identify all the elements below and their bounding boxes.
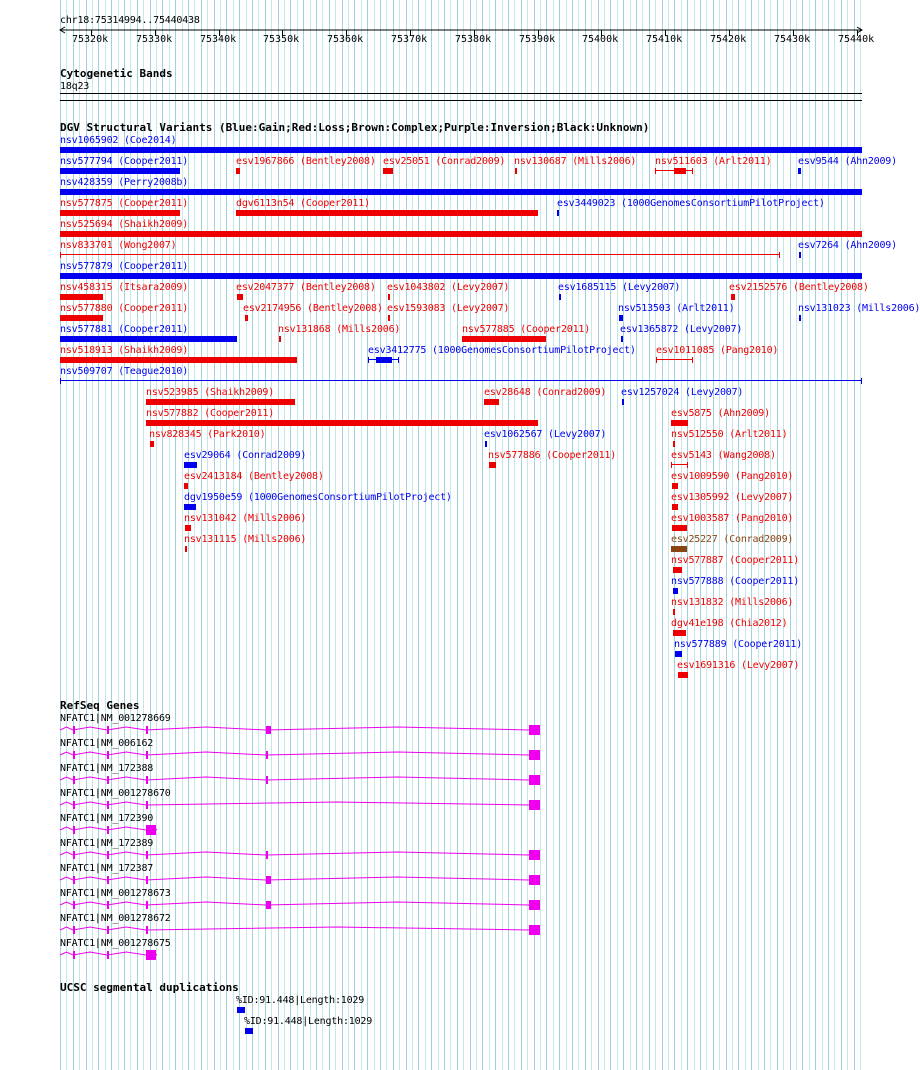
gene-exon xyxy=(146,726,148,734)
variant-label[interactable]: nsv577886 (Cooper2011) xyxy=(488,450,617,461)
variant-label[interactable]: esv1257024 (Levy2007) xyxy=(621,387,744,398)
variant-label[interactable]: esv1009590 (Pang2010) xyxy=(671,471,794,482)
variant-label[interactable]: nsv518913 (Shaikh2009) xyxy=(60,345,189,356)
ruler-position: chr18:75314994..75440438 xyxy=(60,15,200,26)
variant-label[interactable]: esv25227 (Conrad2009) xyxy=(671,534,794,545)
variant-label[interactable]: esv1967866 (Bentley2008) xyxy=(236,156,376,167)
gene-model[interactable] xyxy=(60,725,540,735)
variant-label[interactable]: esv29064 (Conrad2009) xyxy=(184,450,307,461)
gene-exon xyxy=(73,751,75,759)
ruler-tick-label: 75370k xyxy=(391,34,428,45)
variant-label[interactable]: nsv833701 (Wong2007) xyxy=(60,240,177,251)
variant-label[interactable]: nsv131832 (Mills2006) xyxy=(671,597,794,608)
gene-exon xyxy=(107,776,109,784)
variant-label[interactable]: nsv577889 (Cooper2011) xyxy=(674,639,803,650)
gene-intron-line xyxy=(60,852,540,855)
ruler-tick-label: 75420k xyxy=(710,34,747,45)
gene-label[interactable]: NFATC1|NM_001278670 xyxy=(60,788,171,799)
variant-label[interactable]: nsv577875 (Cooper2011) xyxy=(60,198,189,209)
gene-exon xyxy=(266,751,268,759)
gene-exon xyxy=(266,726,271,734)
gene-exon xyxy=(107,951,109,959)
gene-intron-line xyxy=(60,877,540,880)
variant-label[interactable]: nsv458315 (Itsara2009) xyxy=(60,282,189,293)
variant-label[interactable]: esv5143 (Wang2008) xyxy=(671,450,776,461)
variant-label[interactable]: nsv428359 (Perry2008b) xyxy=(60,177,189,188)
variant-label[interactable]: nsv525694 (Shaikh2009) xyxy=(60,219,189,230)
variant-label[interactable]: esv1003587 (Pang2010) xyxy=(671,513,794,524)
variant-label[interactable]: esv1691316 (Levy2007) xyxy=(677,660,800,671)
variant-label[interactable]: nsv828345 (Park2010) xyxy=(149,429,266,440)
gene-label[interactable]: NFATC1|NM_001278675 xyxy=(60,938,171,949)
variant-label[interactable]: nsv577888 (Cooper2011) xyxy=(671,576,800,587)
ruler-tick-label: 75430k xyxy=(774,34,811,45)
gene-label[interactable]: NFATC1|NM_001278673 xyxy=(60,888,171,899)
gene-intron-line xyxy=(60,752,540,755)
gene-exon xyxy=(266,876,271,884)
gene-label[interactable]: NFATC1|NM_172388 xyxy=(60,763,154,774)
variant-label[interactable]: nsv130687 (Mills2006) xyxy=(514,156,637,167)
gene-model[interactable] xyxy=(60,925,540,935)
ruler-tick-label: 75350k xyxy=(263,34,300,45)
ruler-tick-label: 75400k xyxy=(582,34,619,45)
variant-label[interactable]: esv2174956 (Bentley2008) xyxy=(243,303,383,314)
ruler-tick-label: 75360k xyxy=(327,34,364,45)
gene-exon xyxy=(146,950,156,960)
gene-exon xyxy=(529,750,540,760)
variant-label[interactable]: esv2047377 (Bentley2008) xyxy=(236,282,376,293)
gene-exon xyxy=(146,801,148,809)
variant-label[interactable]: nsv577882 (Cooper2011) xyxy=(146,408,275,419)
gene-exon xyxy=(73,776,75,784)
variant-label[interactable]: nsv577885 (Cooper2011) xyxy=(462,324,591,335)
variant-label[interactable]: esv1305992 (Levy2007) xyxy=(671,492,794,503)
variant-label[interactable]: esv9544 (Ahn2009) xyxy=(798,156,897,167)
gene-exon xyxy=(146,751,148,759)
ruler-tick-label: 75330k xyxy=(136,34,173,45)
ruler-tick-label: 75410k xyxy=(646,34,683,45)
gene-exon xyxy=(529,900,540,910)
gene-exon xyxy=(107,726,109,734)
variant-label[interactable]: nsv577881 (Cooper2011) xyxy=(60,324,189,335)
gene-exon xyxy=(107,801,109,809)
gene-exon xyxy=(73,851,75,859)
variant-label[interactable]: nsv512550 (Arlt2011) xyxy=(671,429,788,440)
gene-exon xyxy=(73,801,75,809)
ruler-tick-label: 75340k xyxy=(200,34,237,45)
gene-exon xyxy=(107,751,109,759)
variant-label[interactable]: nsv523985 (Shaikh2009) xyxy=(146,387,275,398)
variant-label[interactable]: nsv577794 (Cooper2011) xyxy=(60,156,189,167)
gene-exon xyxy=(107,876,109,884)
gene-model[interactable] xyxy=(60,900,540,910)
gene-exon xyxy=(73,926,75,934)
gene-exon xyxy=(529,775,540,785)
variant-label[interactable]: nsv509707 (Teague2010) xyxy=(60,366,189,377)
variant-label[interactable]: esv1011085 (Pang2010) xyxy=(656,345,779,356)
gene-exon xyxy=(107,926,109,934)
ruler-tick-label: 75380k xyxy=(455,34,492,45)
segdup-label[interactable]: %ID:91.448|Length:1029 xyxy=(244,1016,373,1027)
gene-intron-line xyxy=(60,902,540,905)
refseq-track-title[interactable]: RefSeq Genes xyxy=(60,699,140,712)
gene-intron-line xyxy=(60,777,540,780)
gene-model[interactable] xyxy=(60,875,540,885)
gene-model[interactable] xyxy=(60,750,540,760)
gene-exon xyxy=(146,876,148,884)
segdup-track-title[interactable]: UCSC segmental duplications xyxy=(60,981,239,994)
variant-label[interactable]: esv5875 (Ahn2009) xyxy=(671,408,770,419)
gene-exon xyxy=(146,851,148,859)
gene-exon xyxy=(266,851,268,859)
ruler-tick-label: 75440k xyxy=(838,34,875,45)
gene-exon xyxy=(146,901,148,909)
variant-label[interactable]: nsv577880 (Cooper2011) xyxy=(60,303,189,314)
cytoband-label: 18q23 xyxy=(60,81,90,92)
variant-label[interactable]: esv1062567 (Levy2007) xyxy=(484,429,607,440)
gene-exon xyxy=(107,901,109,909)
gene-exon xyxy=(107,851,109,859)
gene-exon xyxy=(529,925,540,935)
variant-label[interactable]: nsv131868 (Mills2006) xyxy=(278,324,401,335)
variant-label[interactable]: esv7264 (Ahn2009) xyxy=(798,240,897,251)
variant-label[interactable]: dgv6113n54 (Cooper2011) xyxy=(236,198,370,209)
gene-exon xyxy=(107,826,109,834)
ruler-tick-label: 75320k xyxy=(72,34,109,45)
variant-label[interactable]: esv2413184 (Bentley2008) xyxy=(184,471,324,482)
variant-label[interactable]: esv1685115 (Levy2007) xyxy=(558,282,681,293)
gene-label[interactable]: NFATC1|NM_001278672 xyxy=(60,913,171,924)
segdup-bar[interactable] xyxy=(237,1007,245,1013)
variant-label[interactable]: esv1593083 (Levy2007) xyxy=(387,303,510,314)
gene-exon xyxy=(73,876,75,884)
gene-model[interactable] xyxy=(60,825,157,835)
variant-label[interactable]: nsv513503 (Arlt2011) xyxy=(618,303,735,314)
gene-exon xyxy=(73,726,75,734)
gene-intron-line xyxy=(60,927,540,930)
variant-label[interactable]: esv3449023 (1000GenomesConsortiumPilotProject) xyxy=(557,198,825,209)
gene-label[interactable]: NFATC1|NM_172387 xyxy=(60,863,154,874)
gene-exon xyxy=(529,800,540,810)
gene-exon xyxy=(266,901,271,909)
variant-label[interactable]: esv1043802 (Levy2007) xyxy=(387,282,510,293)
gene-exon xyxy=(73,951,75,959)
gene-model[interactable] xyxy=(60,800,540,810)
variant-label[interactable]: esv1365872 (Levy2007) xyxy=(620,324,743,335)
gene-model[interactable] xyxy=(60,850,540,860)
gene-exon xyxy=(73,826,75,834)
dgv-track-title[interactable]: DGV Structural Variants (Blue:Gain;Red:Loss;Brown:Complex;Purple:Inversion;Black:Unknown) xyxy=(60,121,650,134)
gene-exon xyxy=(146,825,156,835)
variant-label[interactable]: nsv131023 (Mills2006) xyxy=(798,303,920,314)
gene-label[interactable]: NFATC1|NM_172389 xyxy=(60,838,154,849)
gene-label[interactable]: NFATC1|NM_001278669 xyxy=(60,713,171,724)
variant-label[interactable]: nsv131115 (Mills2006) xyxy=(184,534,307,545)
variant-label[interactable]: nsv577879 (Cooper2011) xyxy=(60,261,189,272)
gene-exon xyxy=(73,901,75,909)
variant-label[interactable]: nsv131042 (Mills2006) xyxy=(184,513,307,524)
variant-label[interactable]: esv28648 (Conrad2009) xyxy=(484,387,607,398)
gene-exon xyxy=(529,850,540,860)
gene-model[interactable] xyxy=(60,950,157,960)
segdup-bar[interactable] xyxy=(245,1028,253,1034)
gene-exon xyxy=(266,776,268,784)
gene-label[interactable]: NFATC1|NM_006162 xyxy=(60,738,154,749)
gene-intron-line xyxy=(60,802,540,805)
ruler-tick-label: 75390k xyxy=(519,34,556,45)
variant-label[interactable]: nsv511603 (Arlt2011) xyxy=(655,156,772,167)
gene-exon xyxy=(529,875,540,885)
gene-model[interactable] xyxy=(60,775,540,785)
segdup-label[interactable]: %ID:91.448|Length:1029 xyxy=(236,995,365,1006)
variant-label[interactable]: esv3412775 (1000GenomesConsortiumPilotProject) xyxy=(368,345,636,356)
variant-label[interactable]: esv2152576 (Bentley2008) xyxy=(729,282,869,293)
gene-exon xyxy=(146,926,148,934)
gene-intron-line xyxy=(60,727,540,730)
cytoband-track-title[interactable]: Cytogenetic Bands xyxy=(60,67,173,80)
variant-label[interactable]: nsv577887 (Cooper2011) xyxy=(671,555,800,566)
gene-exon xyxy=(529,725,540,735)
variant-label[interactable]: esv25051 (Conrad2009) xyxy=(383,156,506,167)
variant-label[interactable]: dgv41e198 (Chia2012) xyxy=(671,618,788,629)
variant-label[interactable]: dgv1950e59 (1000GenomesConsortiumPilotProject) xyxy=(184,492,452,503)
gene-label[interactable]: NFATC1|NM_172390 xyxy=(60,813,154,824)
variant-label[interactable]: nsv1065902 (Coe2014) xyxy=(60,135,177,146)
gene-exon xyxy=(146,776,148,784)
